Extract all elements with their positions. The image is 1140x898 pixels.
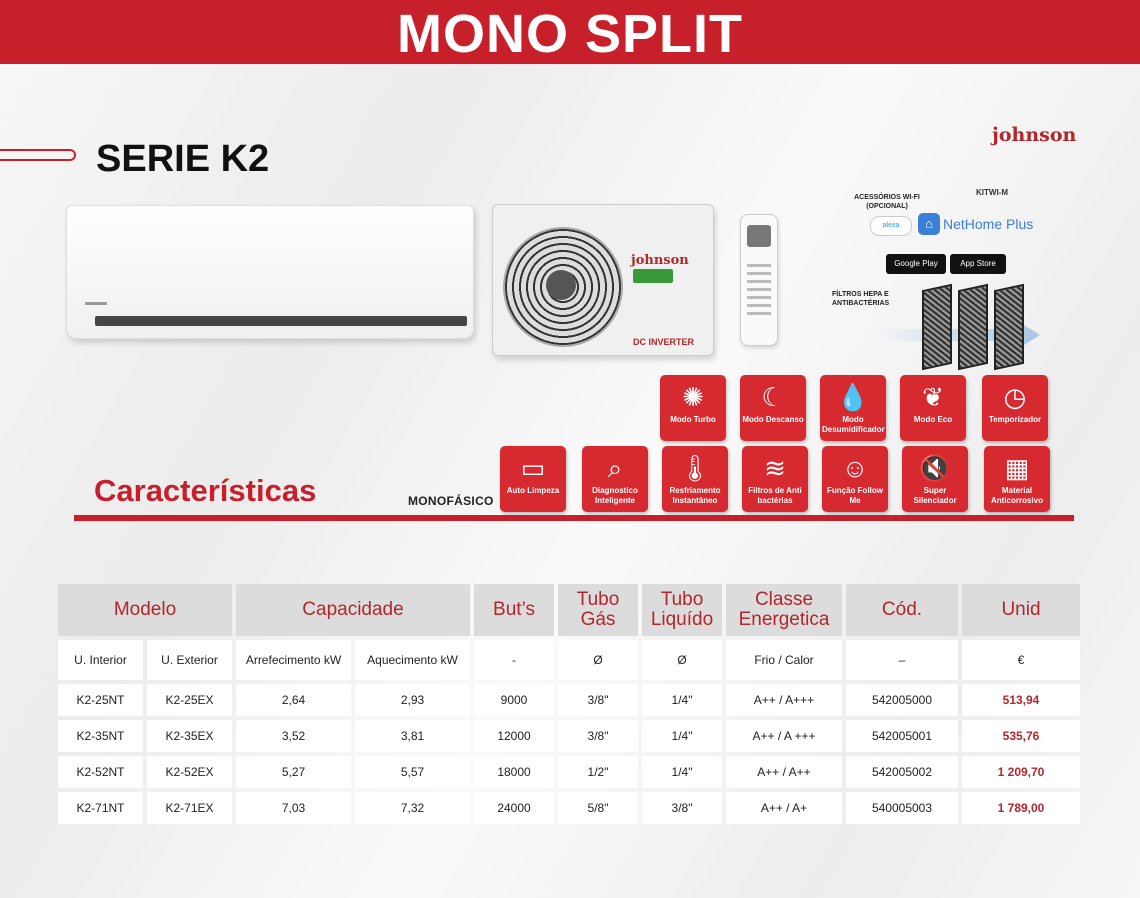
page-banner: MONO SPLIT bbox=[0, 0, 1140, 64]
table-cell: 3/8" bbox=[558, 684, 638, 716]
remote-buttons bbox=[747, 259, 771, 319]
table-cell: K2-52NT bbox=[58, 756, 143, 788]
outdoor-brand: johnson bbox=[631, 253, 689, 268]
anticorrosive-icon: ▦ bbox=[1004, 453, 1030, 483]
subheader-cell: U. Exterior bbox=[147, 640, 232, 680]
header-buts: But’s bbox=[474, 584, 554, 636]
kit-code: KITWI-M bbox=[976, 188, 1008, 197]
auto-clean-icon: ▭ bbox=[520, 453, 546, 483]
phase-label: MONOFÁSICO bbox=[408, 494, 494, 508]
subheader-cell: Ø bbox=[558, 640, 638, 680]
table-cell: 542005001 bbox=[846, 720, 958, 752]
remote-control-image bbox=[740, 214, 778, 346]
table-row bbox=[58, 684, 1080, 716]
table-subheader-row bbox=[58, 640, 1080, 680]
table-cell: 3/8" bbox=[558, 720, 638, 752]
google-play-badge: Google Play bbox=[886, 254, 946, 274]
dc-inverter-label: DC INVERTER bbox=[633, 337, 695, 347]
feature-filtros-antibacterias: ≋ Filtros de Anti bactérias bbox=[742, 446, 808, 512]
table-cell: 5/8" bbox=[558, 792, 638, 824]
subheader-cell: Frio / Calor bbox=[726, 640, 842, 680]
follow-me-icon: ☺ bbox=[841, 453, 869, 483]
table-cell: 1/4" bbox=[642, 684, 722, 716]
timer-icon: ◷ bbox=[1003, 382, 1027, 412]
table-cell: 12000 bbox=[474, 720, 554, 752]
header-unid: Unid bbox=[962, 584, 1080, 636]
brand-logo: johnson bbox=[992, 124, 1077, 146]
antibacterial-filter-image bbox=[958, 284, 988, 370]
feature-follow-me: ☺ Função Follow Me bbox=[822, 446, 888, 512]
table-cell: K2-35EX bbox=[147, 720, 232, 752]
silent-icon: 🔇 bbox=[918, 453, 952, 483]
subheader-cell: Arrefecimento kW bbox=[236, 640, 351, 680]
subheader-cell: – bbox=[846, 640, 958, 680]
header-tubo-gas: Tubo Gás bbox=[558, 584, 638, 636]
table-header-row bbox=[58, 584, 1080, 636]
nethome-app-badge bbox=[918, 213, 1033, 235]
table-cell: 542005000 bbox=[846, 684, 958, 716]
section-divider bbox=[74, 515, 1074, 521]
header-modelo: Modelo bbox=[58, 584, 232, 636]
remote-screen bbox=[747, 225, 771, 247]
table-cell: K2-25NT bbox=[58, 684, 143, 716]
antibacterial-filter-icon: ≋ bbox=[764, 453, 786, 483]
feature-material-anticorrosivo: ▦ Material Anticorrosivo bbox=[984, 446, 1050, 512]
outdoor-unit-image bbox=[492, 204, 714, 356]
price-cell: 535,76 bbox=[962, 720, 1080, 752]
table-cell: 24000 bbox=[474, 792, 554, 824]
table-cell: 540005003 bbox=[846, 792, 958, 824]
subheader-cell: - bbox=[474, 640, 554, 680]
price-table bbox=[54, 580, 1084, 828]
header-tubo-liquido: Tubo Liquído bbox=[642, 584, 722, 636]
fan-hub bbox=[546, 270, 576, 300]
table-cell: K2-35NT bbox=[58, 720, 143, 752]
table-cell: 5,57 bbox=[355, 756, 470, 788]
serie-accent-line bbox=[0, 149, 76, 161]
table-cell: A++ / A +++ bbox=[726, 720, 842, 752]
header-cod: Cód. bbox=[846, 584, 958, 636]
subheader-cell: € bbox=[962, 640, 1080, 680]
table-cell: 2,93 bbox=[355, 684, 470, 716]
table-cell: 1/2" bbox=[558, 756, 638, 788]
price-cell: 1 209,70 bbox=[962, 756, 1080, 788]
table-cell: 7,03 bbox=[236, 792, 351, 824]
feature-diagnostico-inteligente: ⌕ Diagnostico Inteligente bbox=[582, 446, 648, 512]
table-cell: 3,81 bbox=[355, 720, 470, 752]
feature-modo-descanso: ☾ Modo Descanso bbox=[740, 375, 806, 441]
energy-label bbox=[633, 269, 673, 283]
indoor-unit-image bbox=[66, 205, 474, 339]
dehumidify-icon: 💧 bbox=[836, 382, 870, 412]
feature-temporizador: ◷ Temporizador bbox=[982, 375, 1048, 441]
eco-leaf-icon: ❦ bbox=[922, 382, 944, 412]
section-title: Características bbox=[94, 473, 317, 508]
table-cell: A++ / A++ bbox=[726, 756, 842, 788]
diagnostic-icon: ⌕ bbox=[607, 453, 623, 483]
filter-layer-image bbox=[994, 284, 1024, 370]
sleep-icon: ☾ bbox=[761, 382, 785, 412]
table-cell: 9000 bbox=[474, 684, 554, 716]
price-cell: 513,94 bbox=[962, 684, 1080, 716]
feature-resfriamento-instantaneo: 🌡 Resfriamento Instantâneo bbox=[662, 446, 728, 512]
filters-title: FÍLTROS HEPA E ANTIBACTÉRIAS bbox=[832, 291, 890, 307]
home-app-icon: ⌂ bbox=[918, 213, 940, 235]
indoor-vent bbox=[95, 316, 467, 326]
feature-super-silenciador: 🔇 Super Silenciador bbox=[902, 446, 968, 512]
table-cell: 3/8" bbox=[642, 792, 722, 824]
feature-modo-eco: ❦ Modo Eco bbox=[900, 375, 966, 441]
table-cell: 542005002 bbox=[846, 756, 958, 788]
accessories-title: ACESSÓRIOS WI-FI (OPCIONAL) bbox=[854, 194, 920, 210]
header-classe-energetica: Classe Energetica bbox=[726, 584, 842, 636]
hepa-filter-image bbox=[922, 284, 952, 370]
feature-modo-desumidificador: 💧 Modo Desumidificador bbox=[820, 375, 886, 441]
table-cell: K2-52EX bbox=[147, 756, 232, 788]
table-row bbox=[58, 720, 1080, 752]
turbo-icon: ✺ bbox=[682, 382, 704, 412]
alexa-badge: alexa bbox=[870, 216, 912, 236]
table-cell: 1/4" bbox=[642, 756, 722, 788]
table-cell: A++ / A+++ bbox=[726, 684, 842, 716]
table-row bbox=[58, 756, 1080, 788]
table-cell: 7,32 bbox=[355, 792, 470, 824]
table-row bbox=[58, 792, 1080, 824]
table-cell: 3,52 bbox=[236, 720, 351, 752]
subheader-cell: Ø bbox=[642, 640, 722, 680]
table-cell: K2-71EX bbox=[147, 792, 232, 824]
subheader-cell: Aquecimento kW bbox=[355, 640, 470, 680]
table-cell: K2-71NT bbox=[58, 792, 143, 824]
table-cell: 5,27 bbox=[236, 756, 351, 788]
table-cell: K2-25EX bbox=[147, 684, 232, 716]
price-cell: 1 789,00 bbox=[962, 792, 1080, 824]
table-cell: 18000 bbox=[474, 756, 554, 788]
app-name: NetHome Plus bbox=[943, 216, 1034, 232]
feature-auto-limpeza: ▭ Auto Limpeza bbox=[500, 446, 566, 512]
subheader-cell: U. Interior bbox=[58, 640, 143, 680]
header-capacidade: Capacidade bbox=[236, 584, 470, 636]
indoor-logo-mark bbox=[85, 302, 107, 305]
serie-title: SERIE K2 bbox=[96, 138, 270, 180]
table-cell: 1/4" bbox=[642, 720, 722, 752]
instant-cool-icon: 🌡 bbox=[678, 453, 712, 483]
table-cell: 2,64 bbox=[236, 684, 351, 716]
table-cell: A++ / A+ bbox=[726, 792, 842, 824]
feature-modo-turbo: ✺ Modo Turbo bbox=[660, 375, 726, 441]
app-store-badge: App Store bbox=[950, 254, 1006, 274]
